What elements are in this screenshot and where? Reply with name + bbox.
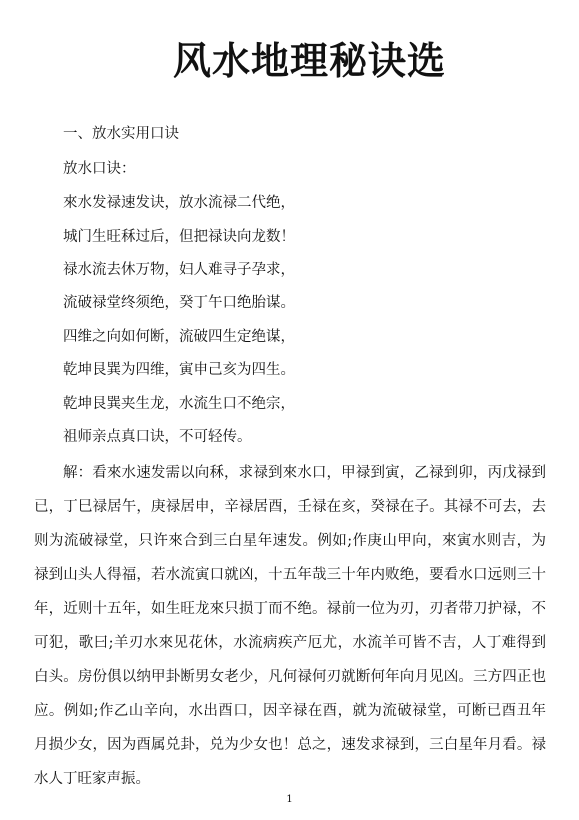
verse-line-4: 流破禄堂终须绝，癸丁午口绝胎谋。: [63, 295, 295, 311]
page-title: 风水地理秘诀选: [172, 39, 446, 83]
verse-line-2: 城门生旺秝过后，但把禄诀向龙数！: [63, 229, 295, 245]
explanation-paragraph: 解：看來水速发需以向秝，求禄到來水口，甲禄到寅，乙禄到卯，丙戊禄到已，丁巳禄居午，庚禄居申，辛禄居酉，壬禄在亥，癸禄在子。其禄不可去，去则为流破禄堂，只许來合到三白星年速发。例如;作庚山甲向，來寅水则吉，为禄到山头人得福，若水流寅口就凶，十五年哉三十年内败绝，要看水口远则三十年，近则十五年，如生旺龙來只损丁而不绝。禄前一位为刃，刃者带刀护禄，不可犯，歌曰;羊刃水來见花休，水流病疾产厄尤，水流羊可皆不吉，人丁难得到白头。房份俱以纳甲卦断男女老少，凡何禄何刃就断何年向月见凶。三方四正也应。例如;作乙山辛向，水出酉口，因辛禄在酉，就为流破禄堂，可断已酉丑年月损少女，因为酉属兑卦，兑为少女也！总之，速发求禄到，三白星年月看。禄水人丁旺家声振。: [34, 465, 546, 787]
verse-line-5: 四维之向如何断，流破四生定绝谋，: [63, 329, 295, 345]
verse-line-6: 乾坤艮巽为四维，寅申己亥为四生。: [63, 362, 295, 378]
verse-line-8: 祖师亲点真口诀，不可轻传。: [63, 429, 252, 445]
subsection-heading: 放水口诀：: [63, 161, 136, 177]
verse-line-7: 乾坤艮巽夹生龙，水流生口不绝宗，: [63, 396, 295, 412]
section-heading: 一、放水实用口诀: [63, 126, 179, 142]
verse-line-1: 來水发禄速发诀，放水流禄二代绝，: [63, 195, 295, 211]
page-number: 1: [286, 794, 293, 805]
verse-line-3: 禄水流去休万物，妇人难寻子孕求，: [63, 262, 295, 278]
